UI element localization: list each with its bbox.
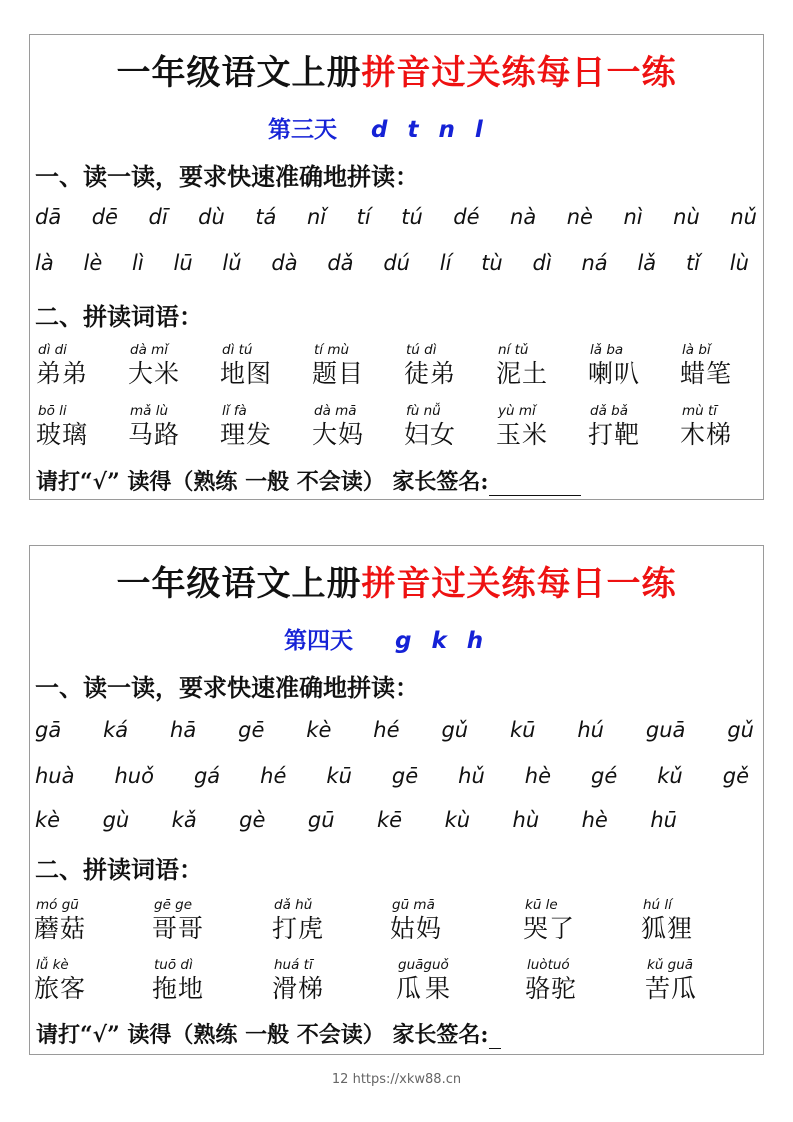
- word-item: [220, 341, 272, 389]
- syllable: gū: [307, 808, 335, 832]
- title-black-part: 一年级语文上册: [116, 564, 362, 604]
- word-pinyin: là bǐ: [682, 342, 711, 358]
- word-item: [36, 402, 88, 450]
- word-item: [34, 956, 86, 1004]
- word-item: [128, 341, 180, 389]
- read-row-1: [35, 718, 754, 742]
- syllable: lè: [83, 251, 103, 275]
- parent-check-line: [36, 465, 581, 496]
- word-pinyin: dì tú: [222, 342, 253, 358]
- syllable: lù: [729, 251, 749, 275]
- syllable: lǔ: [222, 251, 242, 275]
- syllable: tí: [356, 205, 371, 229]
- word-pinyin: kū le: [525, 897, 558, 913]
- word-item: [272, 896, 324, 944]
- word-item: [152, 956, 204, 1004]
- syllable: hè: [524, 764, 551, 788]
- syllable: dē: [91, 205, 118, 229]
- word-pinyin: luòtuó: [527, 957, 570, 973]
- section-words-heading: 二、拼读词语：: [35, 855, 203, 884]
- word-hanzi: 大妈: [312, 420, 365, 449]
- word-hanzi: 打虎: [272, 914, 325, 943]
- word-hanzi: 旅客: [34, 974, 87, 1003]
- word-item: [641, 896, 693, 944]
- word-hanzi: 马路: [128, 420, 181, 449]
- signature-blank[interactable]: [489, 1026, 501, 1049]
- syllable: ná: [581, 251, 608, 275]
- syllable: nù: [673, 205, 700, 229]
- word-pinyin: dǎ bǎ: [590, 403, 628, 419]
- word-hanzi: 蜡笔: [680, 359, 733, 388]
- syllable: gē: [238, 718, 265, 742]
- word-item: [525, 956, 577, 1004]
- word-pinyin: lǐ fà: [222, 403, 247, 419]
- day-label: 第四天: [284, 627, 353, 654]
- word-hanzi: 哭了: [523, 914, 576, 943]
- day-letters: g k h: [395, 628, 490, 654]
- syllable: tú: [401, 205, 423, 229]
- word-hanzi: 滑梯: [272, 974, 325, 1003]
- syllable: kū: [509, 718, 536, 742]
- syllable: dī: [148, 205, 168, 229]
- word-item: [390, 896, 442, 944]
- word-hanzi: 瓜果: [396, 974, 455, 1003]
- word-item: [312, 341, 364, 389]
- footer-text: 请打“√” 读得（熟练 一般 不会读） 家长签名:: [36, 469, 489, 495]
- word-item: [312, 402, 364, 450]
- syllable: ká: [103, 718, 129, 742]
- read-row-2: [35, 764, 749, 788]
- syllable: nì: [623, 205, 643, 229]
- word-pinyin: mǎ lù: [130, 403, 169, 419]
- syllable: gù: [102, 808, 130, 832]
- syllable: lǎ: [637, 251, 657, 275]
- word-hanzi: 玻璃: [36, 420, 89, 449]
- read-row-3: [35, 808, 677, 832]
- syllable: kē: [377, 808, 403, 832]
- word-pinyin: mó gū: [36, 897, 79, 913]
- word-pinyin: lǚ kè: [36, 957, 69, 973]
- word-pinyin: fù nǚ: [406, 403, 441, 419]
- word-item: [220, 402, 272, 450]
- day-label: 第三天: [268, 116, 337, 143]
- word-pinyin: ní tǔ: [498, 342, 529, 358]
- syllable: guā: [645, 718, 686, 742]
- day-letters: d t n l: [371, 117, 489, 143]
- word-pinyin: huá tī: [274, 957, 313, 973]
- word-hanzi: 打靶: [588, 420, 641, 449]
- syllable: gē: [391, 764, 419, 788]
- word-pinyin: bō li: [38, 403, 67, 419]
- syllable: gā: [35, 718, 62, 742]
- section-read-heading: 一、读一读，要求快速准确地拼读：: [35, 162, 419, 191]
- word-hanzi: 拖地: [152, 974, 205, 1003]
- word-hanzi: 妇女: [404, 420, 457, 449]
- word-item: [496, 341, 548, 389]
- footer-text: 请打“√” 读得（熟练 一般 不会读） 家长签名:: [36, 1022, 489, 1048]
- syllable: gè: [239, 808, 266, 832]
- syllable: tù: [481, 251, 503, 275]
- word-pinyin: gū mā: [392, 897, 435, 913]
- word-pinyin: lǎ ba: [590, 342, 624, 358]
- day-heading: [284, 622, 489, 655]
- syllable: lí: [439, 251, 452, 275]
- syllable: hé: [373, 718, 400, 742]
- syllable: lì: [132, 251, 144, 275]
- syllable: huǒ: [114, 764, 154, 788]
- worksheet-day-4: [29, 545, 764, 1055]
- syllable: dǎ: [327, 251, 354, 275]
- word-hanzi: 狐狸: [641, 914, 694, 943]
- syllable: hù: [512, 808, 540, 832]
- section-read-heading: 一、读一读，要求快速准确地拼读：: [35, 673, 419, 702]
- parent-check-line: [36, 1018, 501, 1049]
- word-hanzi: 喇叭: [588, 359, 641, 388]
- page-footer: 12 https://xkw88.cn: [331, 1072, 462, 1087]
- word-item: [152, 896, 204, 944]
- signature-blank[interactable]: [489, 473, 581, 496]
- word-item: [496, 402, 548, 450]
- word-hanzi: 苦瓜: [645, 974, 698, 1003]
- syllable: kǔ: [657, 764, 683, 788]
- syllable: nà: [510, 205, 537, 229]
- syllable: hā: [170, 718, 197, 742]
- word-pinyin: hú lí: [643, 897, 672, 913]
- word-pinyin: dǎ hǔ: [274, 897, 313, 913]
- syllable: là: [35, 251, 54, 275]
- syllable: nǔ: [730, 205, 757, 229]
- word-item: [272, 956, 324, 1004]
- title-red-part: 拼音过关练每日一练: [361, 53, 677, 93]
- word-hanzi: 大米: [128, 359, 181, 388]
- syllable: dā: [35, 205, 62, 229]
- word-item: [404, 341, 456, 389]
- word-hanzi: 蘑菇: [34, 914, 87, 943]
- syllable: dé: [453, 205, 480, 229]
- syllable: huà: [35, 764, 75, 788]
- syllable: lū: [173, 251, 193, 275]
- syllable: kè: [35, 808, 61, 832]
- word-hanzi: 哥哥: [152, 914, 205, 943]
- word-item: [396, 956, 454, 1004]
- syllable: kū: [326, 764, 352, 788]
- title-red-part: 拼音过关练每日一练: [361, 564, 677, 604]
- syllable: gě: [722, 764, 749, 788]
- word-hanzi: 弟弟: [36, 359, 89, 388]
- word-hanzi: 骆驼: [525, 974, 578, 1003]
- syllable: hè: [581, 808, 608, 832]
- syllable: dù: [198, 205, 225, 229]
- syllable: gé: [591, 764, 618, 788]
- word-pinyin: yù mǐ: [498, 403, 536, 419]
- word-pinyin: gē ge: [154, 897, 193, 913]
- syllable: kè: [306, 718, 332, 742]
- word-item: [404, 402, 456, 450]
- word-hanzi: 玉米: [496, 420, 549, 449]
- syllable: dú: [383, 251, 410, 275]
- syllable: tǐ: [685, 251, 701, 275]
- read-row-2: [35, 251, 749, 275]
- word-pinyin: dì di: [38, 342, 67, 358]
- syllable: kǎ: [171, 808, 197, 832]
- word-item: [645, 956, 697, 1004]
- word-hanzi: 理发: [220, 420, 273, 449]
- word-hanzi: 题目: [312, 359, 365, 388]
- word-item: [128, 402, 180, 450]
- syllable: dì: [532, 251, 552, 275]
- syllable: hǔ: [458, 764, 485, 788]
- word-pinyin: kǔ guā: [647, 957, 694, 973]
- word-pinyin: mù tī: [682, 403, 718, 419]
- word-pinyin: dà mǐ: [130, 342, 169, 358]
- day-heading: [268, 111, 489, 144]
- word-item: [588, 402, 640, 450]
- syllable: gá: [193, 764, 221, 788]
- syllable: hú: [577, 718, 604, 742]
- word-item: [680, 341, 732, 389]
- word-hanzi: 徒弟: [404, 359, 457, 388]
- word-item: [34, 896, 86, 944]
- syllable: kù: [444, 808, 471, 832]
- read-row-1: [35, 205, 757, 229]
- word-hanzi: 姑妈: [390, 914, 443, 943]
- syllable: hé: [260, 764, 287, 788]
- word-pinyin: tí mù: [314, 342, 350, 358]
- syllable: hū: [650, 808, 677, 832]
- word-pinyin: dà mā: [314, 403, 357, 419]
- section-words-heading: 二、拼读词语：: [35, 302, 203, 331]
- word-hanzi: 泥土: [496, 359, 549, 388]
- syllable: tá: [255, 205, 277, 229]
- word-item: [680, 402, 732, 450]
- syllable: dà: [271, 251, 298, 275]
- syllable: gǔ: [727, 718, 754, 742]
- word-item: [588, 341, 640, 389]
- syllable: nè: [566, 205, 593, 229]
- sheet-title: [30, 556, 763, 605]
- syllable: nǐ: [306, 205, 327, 229]
- sheet-title: [30, 45, 763, 94]
- word-item: [523, 896, 575, 944]
- word-hanzi: 木梯: [680, 420, 733, 449]
- word-pinyin: tú dì: [406, 342, 437, 358]
- word-hanzi: 地图: [220, 359, 273, 388]
- word-item: [36, 341, 88, 389]
- word-pinyin: tuō dì: [154, 957, 193, 973]
- syllable: gǔ: [441, 718, 469, 742]
- worksheet-day-3: [29, 34, 764, 500]
- title-black-part: 一年级语文上册: [116, 53, 362, 93]
- word-pinyin: guāguǒ: [398, 957, 449, 973]
